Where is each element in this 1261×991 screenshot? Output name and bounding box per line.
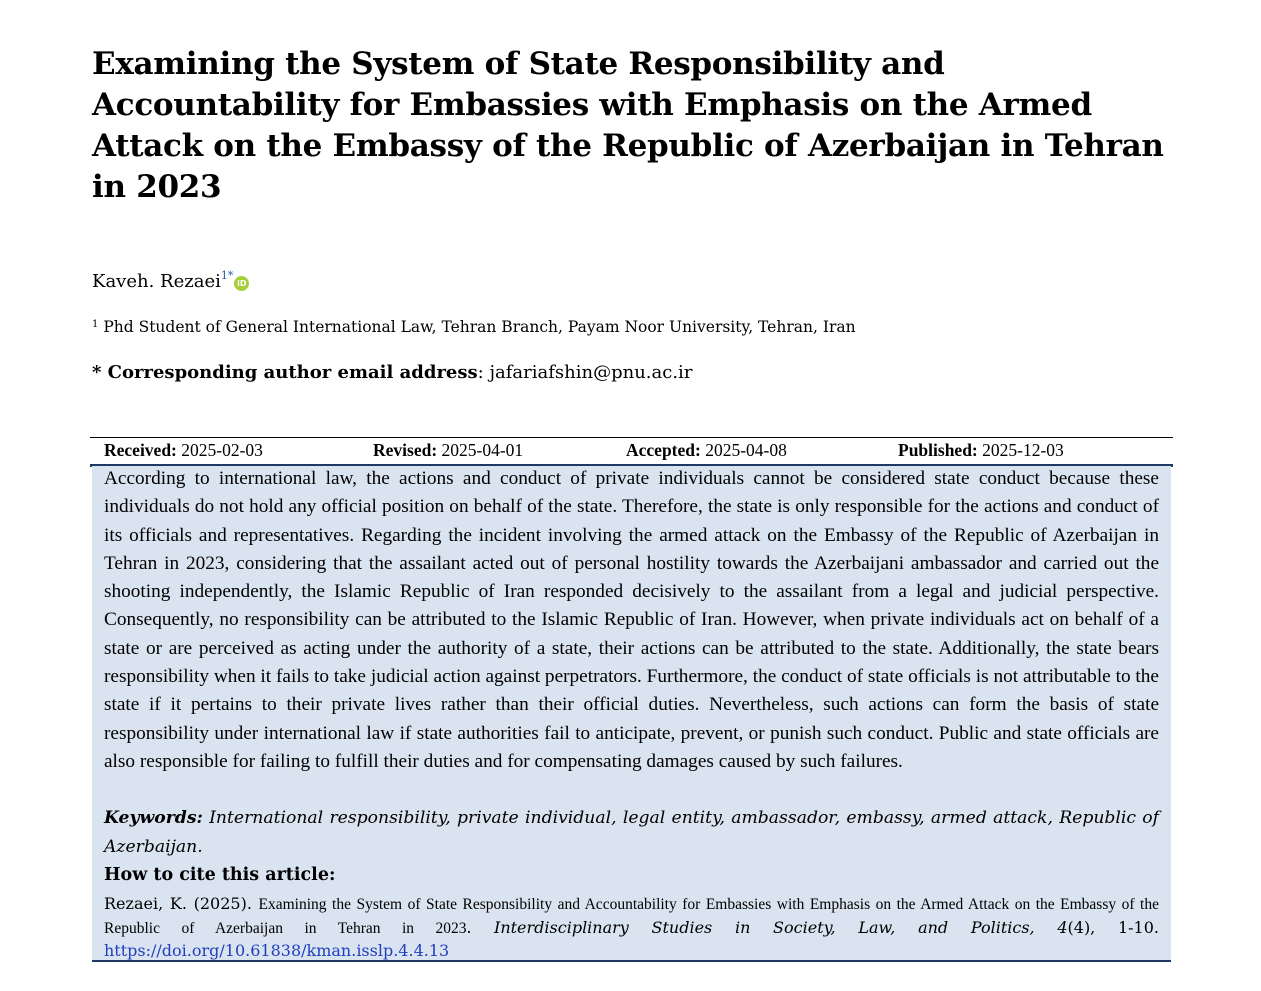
received-date [104,440,263,461]
citation: Rezaei, K. (2025). Examining the System of State Responsibility and Accountability for Embassies with Emphasis on the Armed Attack on the Embassy of the Republic of Azerbaijan in Tehran in 2023. Interdisciplinary Studies in Society, Law, and Politics, 4(4), 1-10. https://doi.org/10.61838/kman.isslp.4.4.13 [104,894,1159,960]
doi-link[interactable]: https://doi.org/10.61838/kman.isslp.4.4.13 [104,941,450,960]
published-label: Published: [898,440,978,460]
author-marker: 1* [220,269,234,282]
cite-heading: How to cite this article: [104,865,336,885]
affiliation [92,314,856,338]
corresponding-email[interactable]: jafariafshin@pnu.ac.ir [489,362,693,383]
received-label: Received: [104,440,177,460]
corresponding-author [92,361,692,385]
accepted-date [626,440,787,461]
keywords [104,804,1159,861]
published-value: 2025-12-03 [982,440,1064,460]
abstract-text: According to international law, the actions and conduct of private individuals cannot be considered state conduct because these individuals do not hold any official position on behalf of the state. Therefore, the state is only responsible for the actions and conduct of its officials and representatives. Regarding the incident involving the armed attack on the Embassy of the Republic of Azerbaijan in Tehran in 2023, considering that the assailant acted out of personal hostility towards the Azerbaijani ambassador and carried out the shooting independently, the Islamic Republic of Iran responded decisively to the assailant from a legal and judicial perspective. Consequently, no responsibility can be attributed to the Islamic Republic of Iran. However, when private individuals act on behalf of a state or are perceived as acting under the authority of a state, their actions can be attributed to the state. Additionally, the state bears responsibility when it fails to take judicial action against perpetrators. Furthermore, the conduct of state officials is not attributable to the state if it pertains to their private lives rather than their official duties. Nevertheless, such actions can form the basis of state responsibility under international law if state authorities fail to anticipate, prevent, or punish such conduct. Public and state officials are also responsible for failing to fulfill their duties and for compensating damages caused by such failures. [104,468,1159,772]
author-name: Kaveh. Rezaei [92,271,221,292]
citation-authors: Rezaei, K. (2025). [104,894,252,913]
revised-value: 2025-04-01 [441,440,524,460]
affiliation-number: 1 [92,319,99,330]
published-date [898,440,1064,461]
accepted-label: Accepted: [626,440,701,460]
citation-title: Examining the System of State Responsibility and Accountability for Embassies with Emphasis on the Armed Attack on the Embassy of the Republic of Azerbaijan in Tehran in 2023 [104,896,1159,937]
keywords-label: Keywords: [104,808,203,828]
article-title: Examining the System of State Responsibility and Accountability for Embassies with Emphasis on the Armed Attack on the Embassy of the Republic of Azerbaijan in Tehran in 2023 [92,46,1164,205]
citation-journal: Interdisciplinary Studies in Society, Law, and Politics, 4 [494,917,1068,937]
accepted-value: 2025-04-08 [705,440,787,460]
keywords-text: International responsibility, private individual, legal entity, ambassador, embassy, armed attack, Republic of Azerbaijan. [104,808,1160,857]
revised-date [373,440,523,461]
affiliation-text: Phd Student of General International Law, Tehran Branch, Payam Noor University, Tehran, Iran [103,318,856,336]
revised-label: Revised: [373,440,438,460]
corresponding-separator: : [477,362,490,383]
article-dates [90,437,1173,467]
citation-issue: (4), 1-10. [1067,917,1159,937]
corresponding-label: * Corresponding author email address [92,362,478,383]
received-value: 2025-02-03 [181,440,263,460]
abstract-box [92,466,1171,962]
author-line [92,264,249,294]
orcid-icon[interactable]: iD [234,276,249,291]
